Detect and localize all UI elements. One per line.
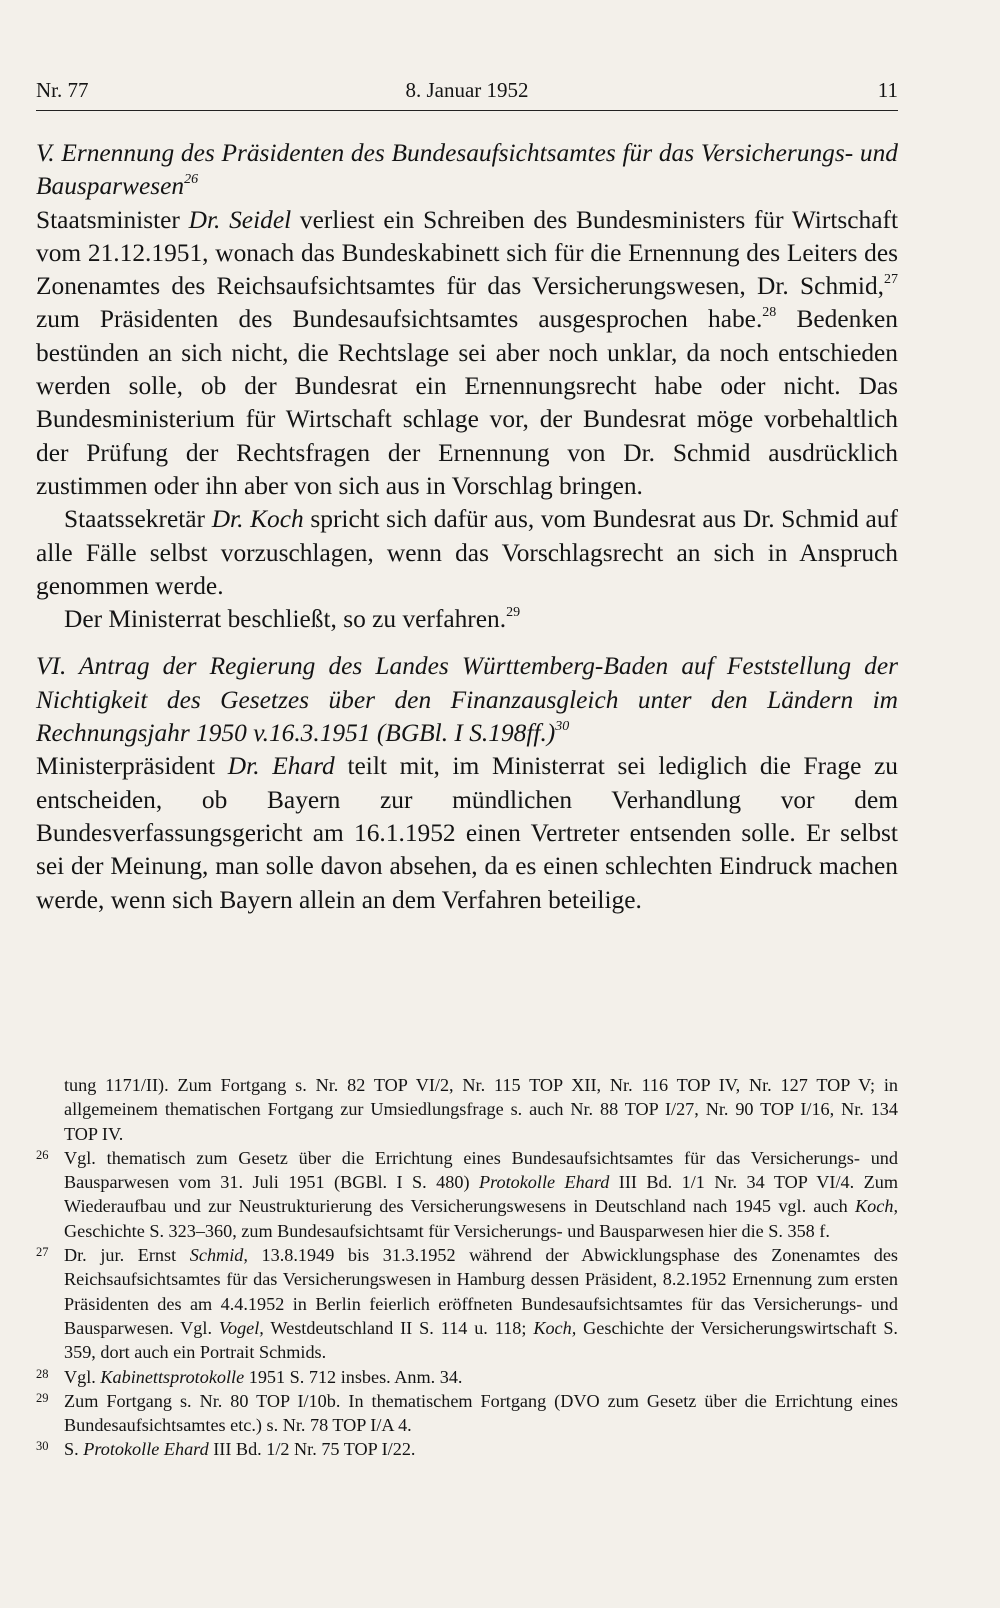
section-v-paragraph-1 [36, 204, 898, 504]
text-run: Zum Fortgang s. Nr. 80 TOP I/10b. In thematischem Fortgang (DVO zum Gesetz über die Errichtung eines Bundesaufsichtsamtes etc.) s. Nr. 78 TOP I/A 4. [64, 1390, 898, 1436]
main-text [36, 137, 898, 917]
text-run: tung 1171/II). Zum Fortgang s. Nr. 82 TOP VI/2, Nr. 115 TOP XII, Nr. 116 TOP IV, Nr. 127 TOP V; in allgemeinem thematischen Fortgang zur Umsiedlungsfrage s. auch Nr. 88 TOP I/27, Nr. 90 TOP I/16, Nr. 134 TOP IV. [64, 1075, 898, 1144]
section-vi-title: Antrag der Regierung des Landes Württemberg-Baden auf Feststellung der Nichtigkeit des Gesetzes über den Finanzausgleich unter den Ländern im Rechnungsjahr 1950 v.16.3.1951 (BGBl. I S.198ff.) [36, 652, 898, 748]
text-run: spricht sich dafür aus, vom Bundesrat aus Dr. Schmid auf alle Fälle selbst vorzuschlagen, wenn das Vorschlagsrecht an sich in Anspruch genommen werde. [36, 505, 898, 600]
text-run: Bedenken bestünden an sich nicht, die Rechtslage sei aber noch unklar, da noch entschieden werden solle, ob der Bundesrat ein Ernennungsrecht habe oder nicht. Das Bundesministerium für Wirtschaft schlage vor, der Bundesrat möge vorbehaltlich der Prüfung der Rechtsfragen der Ernennung von Dr. Schmid ausdrücklich zustimmen oder ihn aber von sich aus in Vorschlag bringen. [36, 305, 898, 500]
text-run: Vgl. [64, 1366, 101, 1387]
text-run: III Bd. 1/2 Nr. 75 TOP I/22. [208, 1439, 416, 1460]
section-v-resolution [36, 603, 898, 636]
footnote-ref-30: 30 [555, 719, 570, 735]
footnote-number: 27 [36, 1245, 49, 1260]
page-number: 11 [877, 78, 898, 102]
header-issue-number: Nr. 77 [36, 78, 89, 102]
text-run: verliest ein Schreiben des Bundesministers für Wirtschaft vom 21.12.1951, wonach das Bundeskabinett sich für die Ernennung des Leiters des Zonenamtes des Reichsaufsichtsamtes für das Versicherungswesen, Dr. Schmid, [36, 205, 898, 301]
header-rule [36, 110, 898, 111]
text-run: teilt mit, im Ministerrat sei lediglich die Frage zu entscheiden, ob Bayern zur mündlichen Verhandlung vor dem Bundesverfassungsgericht am 16.1.1952 einen Vertreter entsenden solle. Er selbst sei der Meinung, man solle davon absehen, da es einen schlechten Eindruck machen werde, wenn sich Bayern allein an dem Verfahren beteilige. [36, 752, 898, 914]
text-run: III Bd. 1/1 Nr. 34 TOP VI/4. Zum Wiederaufbau und zur Neustrukturierung des Versicherungswesens in Deutschland nach 1945 vgl. auch [64, 1172, 898, 1217]
footnote-ref-27: 27 [884, 272, 898, 288]
text-run: Ministerpräsident [36, 752, 228, 781]
text-run: Geschichte der Versicherungswirtschaft S. 359, dort auch ein Portrait Schmids. [64, 1317, 898, 1363]
section-spacer [36, 636, 898, 650]
citation-title: Protokolle Ehard [83, 1439, 209, 1460]
section-v-paragraph-2 [36, 503, 898, 603]
citation-author: Koch, [855, 1196, 898, 1217]
footnote-number: 29 [36, 1390, 49, 1405]
section-vi-paragraph-1 [36, 750, 898, 916]
speaker-name: Dr. Seidel [188, 205, 292, 234]
footnote-ref-26: 26 [184, 172, 199, 188]
text-run: Staatssekretär [64, 505, 212, 534]
speaker-name: Dr. Koch [211, 505, 304, 534]
section-vi-heading [36, 650, 898, 750]
text-run: 13.8.1949 bis 31.3.1952 während der Abwicklungsphase des Zonenamtes des Reichsaufsichtsamtes für das Versicherungswesen in Hamburg dessen Präsident, 8.2.1952 Ernennung zum ersten Präsidenten des am 4.4.1952 in Berlin feierlich eröffneten Bundesaufsichtsamtes für das Versicherungs- und Bausparwesen. Vgl. [64, 1245, 898, 1338]
footnote-ref-29: 29 [506, 605, 521, 621]
footnotes [36, 1073, 898, 1462]
citation-author: Koch, [533, 1317, 577, 1338]
text-run: Vgl. thematisch zum Gesetz über die Errichtung eines Bundesaufsichtsamtes für das Versicherungs- und Bausparwesen vom 31. Juli 1951 (BGBl. I S. 480) [64, 1147, 898, 1193]
footnote-28 [36, 1365, 898, 1389]
text-run: Dr. jur. Ernst [64, 1245, 190, 1266]
footnote-29 [36, 1389, 898, 1438]
section-vi-roman: VI. [36, 652, 67, 681]
running-header [36, 78, 898, 108]
text-run: zum Präsidenten des Bundesaufsichtsamtes ausgesprochen habe. [36, 305, 763, 334]
text-run: 1951 S. 712 insbes. Anm. 34. [244, 1366, 463, 1387]
footnote-continuation [36, 1073, 898, 1146]
footnote-ref-28: 28 [762, 305, 777, 321]
section-v-title: Ernennung des Präsidenten des Bundesaufsichtsamtes für das Versicherungs- und Bausparwesen [36, 139, 898, 201]
text-run: Staatsminister [36, 205, 189, 234]
citation-title: Kabinettsprotokolle [100, 1366, 245, 1387]
citation-author: Vogel, [218, 1317, 264, 1338]
footnote-27 [36, 1243, 898, 1364]
speaker-name: Dr. Ehard [227, 752, 335, 781]
footnote-number: 26 [36, 1147, 49, 1162]
footnote-26 [36, 1146, 898, 1243]
text-run: Westdeutschland II S. 114 u. 118; [263, 1317, 534, 1338]
citation-title: Protokolle Ehard [478, 1172, 610, 1193]
section-v-heading [36, 137, 898, 204]
header-date: 8. Januar 1952 [405, 78, 529, 102]
section-v-roman: V. [36, 139, 55, 167]
footnote-number: 28 [36, 1366, 49, 1381]
footnote-number: 30 [36, 1439, 49, 1454]
text-run: Der Ministerrat beschließt, so zu verfahren. [64, 605, 507, 634]
text-run: S. [64, 1439, 84, 1460]
text-run: Geschichte S. 323–360, zum Bundesaufsichtsamt für Versicherungs- und Bausparwesen hier die S. 358 f. [64, 1220, 830, 1241]
person-name: Schmid, [189, 1245, 248, 1266]
footnote-30 [36, 1437, 898, 1461]
